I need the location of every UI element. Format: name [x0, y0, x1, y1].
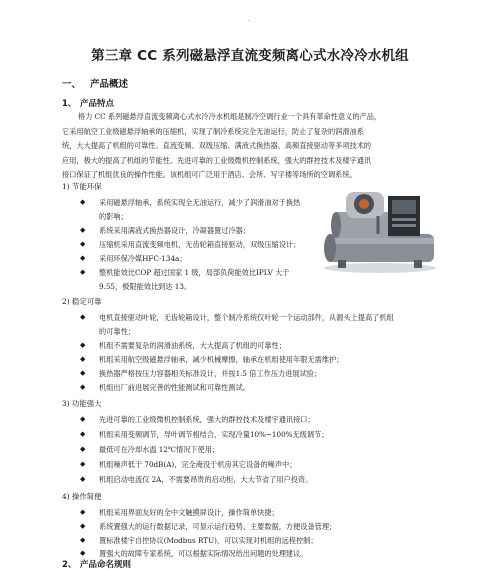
item-text: 最低可在冷却水温 12℃情况下使用；	[99, 445, 220, 454]
intro-line: 应用，极大的提高了机组的节能性。先进可靠的工业级微机控制系统，强大的群控技术及楼宇通讯	[62, 155, 372, 165]
item-text: 压缩机采用直流变频电机，无齿轮箱直接驱动，双级压缩设计；	[99, 240, 301, 249]
intro-line: 接口保证了机组优良的操作性能。该机组可广泛用于酒店、会所、写字楼等场所的空调系统。	[62, 170, 357, 180]
bullet-icon: ◆	[80, 508, 86, 516]
item-text: 先进可靠的工业级微机控制系统，强大的群控技术及楼宇通讯接口；	[99, 415, 315, 424]
group-heading: 4) 操作简便	[62, 492, 102, 501]
bullet-icon: ◆	[80, 198, 86, 206]
subsection-heading	[62, 558, 131, 570]
group-heading: 3) 功能强大	[62, 399, 102, 408]
item-text: 机组出厂前进展完善的性能测试和可靠性测试。	[99, 383, 250, 392]
item-text: 系统置强大的运行数据记录，可显示运行趋势、主要数据，方便设备管理；	[99, 522, 337, 531]
bullet-icon: ◆	[80, 369, 86, 377]
bullet-icon: ◆	[80, 475, 86, 483]
bullet-icon: ◆	[80, 536, 86, 544]
subsection-heading	[62, 97, 114, 109]
bullet-icon: ◆	[80, 341, 86, 349]
bullet-icon: ◆	[80, 226, 86, 234]
item-continuation: 的影响；	[99, 212, 128, 221]
bullet-icon: ◆	[80, 460, 86, 468]
chapter-title: 第三章 CC 系列磁悬浮直流变频离心式水冷冷水机组	[91, 48, 409, 64]
subsection-label: 产品特点	[80, 99, 115, 109]
item-text: 置强大的故障专家系统，可以根据实际情况给出问题的处理建议。	[99, 549, 308, 558]
item-text: 机组噪声低于 70dB(A)，完全淹没于机房其它设备的噪声中；	[99, 460, 297, 469]
section-number: 一、	[62, 79, 82, 90]
subsection-label: 产品命名规则	[80, 560, 132, 570]
item-continuation: 的可靠性；	[99, 327, 135, 336]
item-text: 采用磁悬浮轴承，系统实现全无油运行，减少了润滑油对于换热	[99, 198, 301, 207]
bullet-icon: ◆	[80, 445, 86, 453]
chiller-unit-image	[318, 182, 440, 276]
item-text: 电机直接驱动叶轮，无齿轮箱设计，整个制冷系统仅叶轮一个运动部件，从源头上提高了机组	[99, 313, 394, 322]
item-text: 换热器严格按压力容器相关标准设计，并按1.5 倍工作压力进展试验；	[99, 369, 322, 378]
item-text: 采用环保冷媒HFC-134a；	[99, 254, 187, 263]
intro-line: 格力 CC 系列磁悬浮直流变频离心式水冷冷水机组是制冷空调行业一个具有革命性意义的产品，	[78, 112, 382, 121]
bullet-icon: ◆	[80, 355, 86, 363]
bullet-icon: ◆	[80, 549, 86, 557]
item-text: 机组采用变频调节，导叶调节相结合，实现冷量10%~100%无级调节；	[99, 430, 329, 439]
item-text: 置标准楼宇自控协议(Modbus RTU)，可以实现对机组的远程控制；	[99, 536, 318, 545]
top-mark: ·	[248, 18, 250, 25]
item-text: 机组采用航空级磁悬浮轴承，减少机械摩擦，轴承在机组使用年限无需维护；	[99, 355, 344, 364]
item-text: 整机能效比COP 超过国家 1 级，局部负荷能效比IPLV 大于	[99, 268, 290, 277]
bullet-icon: ◆	[80, 415, 86, 423]
bullet-icon: ◆	[80, 268, 86, 276]
item-text: 系统采用满液式换热器设计，冷凝器置过冷器；	[99, 226, 250, 235]
section-heading	[62, 76, 128, 90]
bullet-icon: ◆	[80, 240, 86, 248]
bullet-icon: ◆	[80, 383, 86, 391]
item-text: 机组启动电流仅 2A，不需要昂贵的启动柜，大大节省了用户投资。	[99, 475, 313, 484]
bullet-icon: ◆	[80, 254, 86, 262]
item-text: 机组不需要复杂的润滑油系统，大大提高了机组的可靠性；	[99, 341, 286, 350]
item-continuation: 9.55，极限能效比到达 13。	[99, 282, 192, 291]
bullet-icon: ◆	[80, 313, 86, 321]
item-text: 机组采用界面友好的全中文触摸屏设计，操作简单快捷；	[99, 508, 279, 517]
subsection-number: 1、	[62, 99, 77, 109]
bullet-icon: ◆	[80, 522, 86, 530]
intro-line: 它采用航空工业级磁悬浮轴承的压缩机，实现了制冷系统完全无油运行，防止了复杂的润滑油系	[62, 126, 364, 136]
section-label: 产品概述	[90, 79, 129, 90]
group-heading: 1) 节能环保	[62, 182, 102, 191]
subsection-number: 2、	[62, 560, 77, 570]
bullet-icon: ◆	[80, 430, 86, 438]
intro-line: 统，大大提高了机组的可靠性。直流变频、双级压缩、满液式换热器、高频直接驱动等多项技术的	[62, 141, 372, 151]
group-heading: 2) 稳定可靠	[62, 297, 102, 306]
intro-paragraph	[62, 110, 448, 183]
